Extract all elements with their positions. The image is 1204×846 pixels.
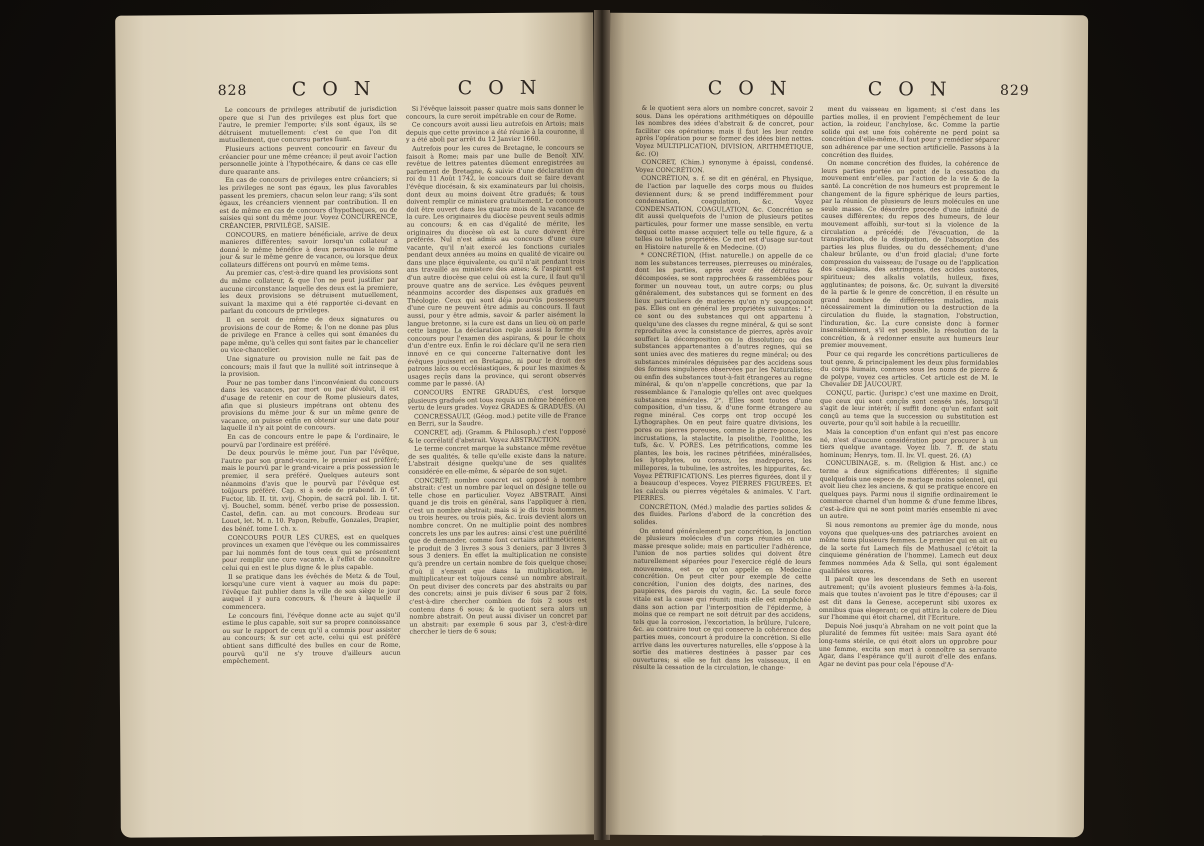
left-column-1 — [219, 106, 402, 819]
paragraph: Il se pratique dans les évêchés de Metz & de Toul, lorsqu'une cure vient à vaquer au mois du pape: l'évêque fait publier dans la ville de son siège le jour auquel il y aura concours, & l'heure à laquelle il commencera. — [222, 572, 401, 611]
paragraph: CONCOURS, en matiere bénéficiale, arrive de deux manieres différentes; savoir lorsqu'un collateur a donné le même bénéfice à deux personnes le même jour & sur le même genre de vacance, ou lorsque deux collateurs différens ont pourvû en même tems. — [219, 230, 398, 269]
paragraph: Le concours fini, l'évêque donne acte au sujet qu'il estime le plus capable, soit sur sa propre connoissance ou sur le rapport de ceux qu'il a commis pour assister au concours; & sur cet acte, celui qui est préféré obtient sans difficulté des bulles en cour de Rome, pourvû qu'il ne s'y trouve d'ailleurs aucun empêchement. — [222, 611, 401, 666]
paragraph: Si l'évêque laissoit passer quatre mois sans donner le concours, la cure seroit impétrable en cour de Rome. — [405, 104, 584, 121]
paragraph: CONCRÉTION, (Méd.) maladie des parties solides & des fluides. Parlons d'abord de la concrétion des solides. — [633, 503, 812, 527]
paragraph: Le concours de privileges attributif de jurisdiction opere que si l'un des privileges est plus fort que l'autre, le premier l'emporte; s'ils sont égaux, ils se détruisent mutuellement: c'est ce que l'on dit mutuellement, que concursu partes fiunt. — [218, 105, 397, 145]
paragraph: Si nous remontons au premier âge du monde, nous voyons que quelques-uns des patriarches avoient en même tems plusieurs femmes. Le premier qui en ait eu de la sorte fut Lamech fils de Mathusael (c'étoit la cinquieme génération de l'homme). Lamech eut deux femmes nommées Ada & Sella, qui sont également qualifiées uxores. — [819, 521, 998, 575]
paragraph: CONCRET, adj. (Gramm. & Philosoph.) c'est l'opposé & le corrélatif d'abstrait. Voyez ABSTRACTION. — [408, 428, 587, 445]
paragraph: Mais la conception d'un enfant qui n'est pas encore né, n'est d'aucune considération pour procurer à un tiers quelque avantage. Voyez lib. 7. ff. de statu hominum; Henrys, tom. II. liv. VI. quest. 26. (A) — [819, 428, 998, 460]
left-running-head-2: C O N — [457, 76, 542, 100]
paragraph: Plusieurs actions peuvent concourir en faveur du créancier pour une même créance; il peut avoir l'action personnelle jointe à l'hypothécaire, & dans ce cas elle dure quarante ans. — [219, 144, 398, 176]
right-running-head-2: C O N — [867, 78, 952, 101]
paragraph: En cas de concours entre le pape & l'ordinaire, le pourvû par l'ordinaire est préféré. — [221, 432, 400, 449]
paragraph: Il paroît que les descendans de Seth en userent autrement; qu'ils avoient plusieurs femmes à-la-fois, mais que toutes n'avoient pas le titre d'épouses; car il est dit dans la Genese, acceperunt sibi uxores ex omnibus quas elegerant; ce qui attira la colere de Dieu sur l'homme qui étoit charnel, dit l'Ecriture. — [818, 576, 998, 622]
left-running-head-1: C O N — [291, 77, 376, 101]
left-page-number: 828 — [217, 82, 248, 99]
left-page — [115, 12, 599, 837]
paragraph: CONCOURS POUR LES CURES, est en quelques provinces un examen que l'évêque ou les commissaires par lui nommés font de tous ceux qui se présentent pour remplir une cure vacante, à l'effet de connoître celui qui en est le plus digne & le plus capable. — [221, 533, 400, 572]
paragraph: Au premier cas, c'est-à-dire quand les provisions sont du même collateur, & que l'on ne peut justifier par aucune circonstance laquelle des deux est la premiere, les deux provisions se détruisent mutuellement, suivant la maxime qui a été rapportée ci-devant en parlant du concours de privileges. — [219, 269, 399, 316]
paragraph: Il en seroit de même de deux signatures ou provisions de cour de Rome; & l'on ne donne pas plus de privilege en France à celles qui sont émanées du pape même, qu'à celles qui sont faites par le chancelier ou vice-chancelier. — [220, 315, 399, 355]
paragraph: On nomme concrétion des fluides, la cohérence de leurs parties portée au point de la cessation du mouvement entr'elles, par l'action de la vie & de la santé. La concrétion de nos humeurs est proprement le changement de la figure sphérique de leurs parties, par la réunion de plusieurs de leurs molécules en une seule masse. Ce désordre procede d'une infinité de causes différentes; du repos des humeurs, de leur mouvement affoibli, sur-tout si la violence de la circulation a précédé; de l'évacuation, de la transpiration, de la dissipation, de l'absorption des parties les plus fluides, ou du desséchement; d'une chaleur brûlante, ou d'un froid glacial; d'une forte compression du vaisseau; de l'usage ou de l'application des coagulans, des astringens, des acides austeres, spiritueux; des alkalis volatils, huileux, fixes, agglutinantes; de poisons, &c. Or, suivant la diversité de la partie & le genre de concrétion, il en résulte un grand nombre de différentes maladies, mais nécessairement la diminution ou la destruction de la circulation du fluide, la stagnation, l'obstruction, l'induration, &c. La cure consiste donc à former insensiblement, s'il est possible, la résolution de la concrétion, & à redonner ensuite aux humeurs leur premier mouvement. — [820, 160, 1000, 350]
right-page-number: 829 — [999, 82, 1030, 99]
paragraph: Le terme concret marque la substance même revêtue de ses qualités, & telle qu'elle existe dans la nature. L'abstrait désigne quelqu'une de ses qualités considérée en elle-même, & séparée de son sujet. — [408, 444, 587, 476]
paragraph: CONÇU, partic. (Jurispr.) c'est une maxime en Droit, que ceux qui sont conçûs sont censés nés, lorsqu'il s'agit de leur intérêt; il suffit donc qu'un enfant soit conçû au tems que la succession ou substitution est ouverte, pour qu'il soit habile à la recueillir. — [819, 389, 999, 428]
paragraph: * CONCRÉTION, (Hist. naturelle.) on appelle de ce nom les substances terreuses, pierreuses ou minérales, dont les parties, après avoir été détruites & décomposées, se sont rapprochées & rassemblées pour former un nouveau tout, un autre corps; ou plus généralement, des substances qui se forment en des lieux particuliers de matieres qu'on n'y soupçonnoit pas. Elles ont en général les propriétés suivantes: 1°. ce sont ou des substances qui ont appartenu à quelqu'une des classes du regne minéral, & qui se sont reproduites avec la consistance de pierres, après avoir souffert la décomposition ou la dissolution; ou des substances appartenantes à d'autres regnes, qui se sont unies avec des matieres du regne minéral; ou des substances minérales déguisées par des accidens sous des formes singulieres observées par les Naturalistes; ou enfin des substances tout-à-fait étrangeres au regne minéral, & qu'on n'appelle concrétions, que par la ressemblance & l'analogie qu'elles ont avec quelques substances minérales. 2°. Elles sont toutes d'une composition, d'un tissu, & d'une forme étrangere au regne minéral. Ces corps ont trop occupé les Lythographes. On en peut faire quatre divisions, les pores ou pierres poreuses, comme la pierre-ponce, les incrustations, la stalactite, la pisolithe, l'oolithe, les tufs, &c. V. PORES. Les pétrifications, comme les plantes, les bois, les racines pétrifiées, minéralisées, les lytophytes, ou coraux, les madrepores, les millepores, la tubuline, les astroïtes, les hippurites, &c. Voyez PÉTRIFICATIONS. Les pierres figurées, dont il y a beaucoup d'especes. Voyez PIERRES FIGURÉES. Et les calculs ou pierres végétales & animales. V. l'art. PIERRES. — [633, 252, 813, 503]
right-page — [606, 13, 1088, 837]
paragraph: CONCRET; nombre concret est opposé à nombre abstrait: c'est un nombre par lequel on désigne telle ou telle chose en particulier. Voyez ABSTRAIT. Ainsi quand je dis trois en général, sans l'appliquer à rien, c'est un nombre abstrait; mais si je dis trois hommes, ou trois heures, ou trois piés, &c. trois devient alors un nombre concret. On ne multiplie point des nombres concrets les uns par les autres: ainsi c'est une puérilité que de demander, comme font certains arithméticiens, le produit de 3 livres 3 sous 3 deniers, par 3 livres 3 sous 3 deniers. En effet la multiplication ne consiste qu'à prendre un certain nombre de fois quelque chose; d'où il s'ensuit que dans la multiplication, le multiplicateur est toûjours censé un nombre abstrait. On peut diviser des concrets par des abstraits ou par des concrets; ainsi je puis diviser 6 sous par 2 fois, c'est-à-dire chercher combien de fois 2 sous est contenu dans 6 sous; & le quotient sera alors un nombre abstrait. On peut aussi diviser un concret par un abstrait: par exemple 6 sous par 3, c'est-à-dire chercher le tiers de 6 sous; — [408, 475, 588, 637]
right-column-1 — [632, 105, 814, 818]
right-page-header — [610, 75, 1088, 104]
right-running-head-1: C O N — [707, 77, 792, 100]
paragraph: CONCRET, (Chim.) synonyme à épaissi, condensé. Voyez CONCRÉTION. — [635, 159, 814, 174]
paragraph: Ce concours avoit aussi lieu autrefois en Artois; mais depuis que cette province a été réunie à la couronne, il y a été aboli par arrêt du 12 Janvier 1660. — [405, 120, 584, 145]
paragraph: Depuis Noé jusqu'à Abraham on ne voit point que la pluralité de femmes fût usitée: mais Sara ayant été long-tems stérile, ce qui étoit alors un opprobre pour une femme, excita son mari à connoître sa servante Agar, dans l'espérance qu'il auroit d'elle des enfans. Agar ne devint pas pour cela l'épouse d'A- — [818, 622, 997, 669]
paragraph: & le quotient sera alors un nombre concret, savoir 2 sous. Dans les opérations arithmétiques on dépouille les nombres des idées d'abstrait & de concret, pour faciliter ces opérations; mais il faut les leur rendre après l'opération pour se former des idées bien nettes. Voyez MULTIPLICATION, DIVISION, ARITHMÉTIQUE, &c. (O) — [635, 104, 814, 158]
paragraph: Pour ce qui regarde les concrétions particulieres de tout genre, & principalement les deux plus formidables du corps humain, connues sous les noms de pierre & de polype, voyez ces articles. Cet article est de M. le Chevalier DE JAUCOURT. — [820, 350, 999, 389]
paragraph: On entend généralement par concrétion, la jonction de plusieurs molécules d'un corps réunies en une masse presque solide; mais en particulier l'adhérence, l'union de nos parties solides qui doivent être naturellement séparées pour l'exercice réglé de leurs mouvemens, est ce qu'on appelle en Medecine concrétion. On peut citer pour exemple de cette concrétion, l'union des doigts, des narines, des paupieres, des parois du vagin, &c. La seule force vitale est la cause qui réunit; mais elle est empêchée dans son action par l'interposition de l'épiderme, à moins que ce rempart ne soit détruit par des accidens, tels que la corrosion, l'excoriation, la brûlure, l'ulcere, &c. au contraire tout ce qui conserve la cohérence des parties mues, concourt à produire la concrétion. Si elle arrive dans les ouvertures naturelles, elle s'oppose à la sortie des matieres destinées à passer par ces ouvertures; si elle se fait dans les vaisseaux, il en résulte la cessation de la circulation, le change- — [632, 527, 812, 673]
paragraph: De deux pourvûs le même jour, l'un par l'évêque, l'autre par son grand-vicaire, le premier est préféré; mais le pourvû par le grand-vicaire a pris possession le premier, il sera préféré. Quelques auteurs sont néanmoins d'avis que le pourvû par l'évêque est toûjours préféré. Cap. si à sede de prabend. in 6°. Fuctor, lib. II. tit. xvij. Chopin, de sacrâ pol. lib. I. tit. vj. Bouchel, somm. bénéf. verbo prise de possession. Castel, defin. can. au mot concours. Brodeau sur Louet, let. M. n. 10. Papon, Rebuffe, Gonzales, Drapier, des bénéf. tome I. ch. x. — [221, 448, 400, 534]
paragraph: CONCRÉTION, s. f. se dit en général, en Physique, de l'action par laquelle des corps mous ou fluides deviennent durs; & se prend indifféremment pour condensation, coagulation, &c. Voyez CONDENSATION, COAGULATION, &c. Concrétion se dit aussi quelquefois de l'union de plusieurs petites particules, pour former une masse sensible, en vertu dequoi cette masse acquiert telle ou telle figure, & a telles ou telles propriétés. Ce mot est d'usage sur-tout en Histoire naturelle & en Medecine. (O) — [634, 175, 814, 252]
left-column-2 — [406, 104, 589, 817]
left-page-header — [116, 74, 594, 103]
paragraph: CONCOURS ENTRE GRADUÉS, c'est lorsque plusieurs gradués ont tous requis un même bénéfice en vertu de leurs grades. Voyez GRADES & GRADUÉS. (A) — [407, 388, 586, 412]
right-column-2 — [818, 106, 1000, 819]
paragraph: Une signature ou provision nulle ne fait pas de concours; mais il faut que la nullité soit intrinseque à la provision. — [220, 354, 399, 379]
paragraph: ment du vaisseau en ligament; si c'est dans les parties molles, il en provient l'empêchement de leur action, la roideur, l'anchylose, &c. Comme la partie solide qui est une fois cohérente ne perd point sa concrétion d'elle-même, il faut pour y remédier séparer son adhérence par une section artificielle. Passons à la concrétion des fluides. — [821, 105, 1000, 159]
paragraph: Autrefois pour les cures de Bretagne, le concours se faisoit à Rome; mais par une bulle de Benoît XIV. revêtue de lettres patentes dûement enregistrées au parlement de Bretagne, & suivie d'une déclaration du roi du 11 Août 1742, le concours doit se faire devant l'évêque diocésain, & six examinateurs par lui choisis, dont deux au moins doivent être gradués; & tous doivent remplir ce ministere gratuitement. Le concours doit être ouvert dans les quatre mois de la vacance de la cure. Les originaires du diocèse peuvent seuls admis au concours; & en cas d'égalité de mérite, les originaires du diocèse où est la cure doivent être préférés. Nul n'est admis au concours d'une cure vacante, qu'il n'ait exercé les fonctions curiales pendant deux années au moins en qualité de vicaire ou dans une place équivalente, ou qu'il n'ait pendant trois ans travaillé au ministere des ames; & l'aspirant est d'un autre diocèse que celui où est la cure, il faut qu'il prouve quatre ans de service. Les évêques peuvent néanmoins accorder des dispenses aux gradués en Théologie. Ceux qui sont déja pourvûs possesseurs d'une cure ne peuvent être admis au concours. Il faut aussi, pour y être admis, savoir & parler aisément la langue bretonne, si la cure est dans un lieu où on parle cette langue. La déclaration regle aussi la forme du concours pour l'examen des aspirans, & pour le choix d'un d'entre eux. Enfin le roi déclare qu'il ne sera rien innové en ce qui concerne l'alternative dont les évêques jouissent en Bretagne, ni pour le droit des patrons laïcs ou ecclésiastiques, & pour les maximes & usages reçûs dans la province, qui seront observés comme par le passé. (A) — [406, 144, 586, 389]
paragraph: Pour ne pas tomber dans l'inconvénient du concours dans les vacances, par mort ou par dévolut, il est d'usage de retenir en cour de Rome plusieurs dates, afin que si plusieurs impétrans ont obtenu des provisions du même jour & sur un même genre de vacance, on puisse enfin en obtenir sur une date pour laquelle il n'y ait point de concours. — [220, 378, 399, 433]
paragraph: CONCRESSAULT, (Géog. mod.) petite ville de France en Berri, sur la Saudre. — [407, 412, 586, 428]
paragraph: CONCUBINAGE, s. m. (Religion & Hist. anc.) ce terme a deux significations différentes; il signifie quelquefois une espece de mariage moins solennel, qui avoit lieu chez les anciens, & qui se pratique encore en quelques pays. Parmi nous il signifie ordinairement le commerce charnel d'un homme & d'une femme libres, c'est-à-dire qui ne sont point mariés ensemble ni avec un autre. — [819, 460, 998, 521]
paragraph: En cas de concours de privileges entre créanciers; si les privileges ne sont pas égaux, les plus favorables passent les premiers, chacun selon leur rang; s'ils sont égaux, les créanciers viennent par contribution. Il en est de même en cas de concours d'hypotheques, ou de saisies qui sont du même jour. Voyez CONCURRENCE, CRÉANCIER, PRIVILÉGE, SAISIE. — [219, 176, 398, 230]
